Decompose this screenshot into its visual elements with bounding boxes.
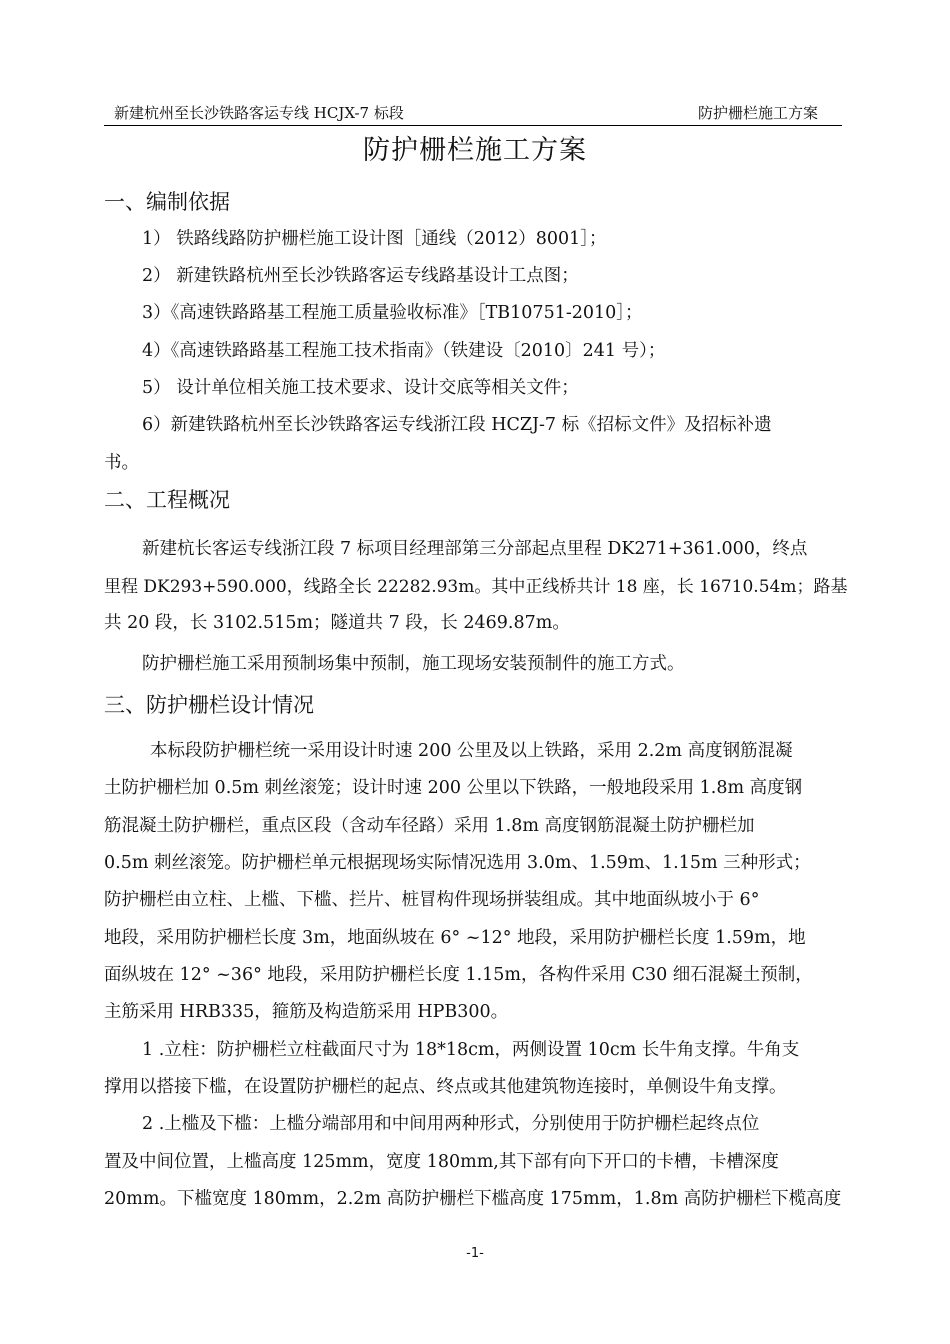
paragraph-line: 面纵坡在 12° ~36° 地段，采用防护栅栏长度 1.15m，各构件采用 C30 细石混凝土预制， [104, 965, 813, 985]
header-divider [104, 125, 842, 126]
paragraph-line: 置及中间位置，上槛高度 125mm，宽度 180mm,其下部有向下开口的卡槽，卡槽深度 [104, 1152, 779, 1172]
section-heading-overview: 二、工程概况 [104, 488, 230, 512]
paragraph-line: 2 .上槛及下槛：上槛分端部用和中间用两种形式，分别使用于防护栅栏起终点位 [142, 1114, 760, 1134]
running-header-right: 防护栅栏施工方案 [698, 104, 819, 122]
paragraph-line: 5） 设计单位相关施工技术要求、设计交底等相关文件； [142, 378, 579, 398]
paragraph-line: 2） 新建铁路杭州至长沙铁路客运专线路基设计工点图； [142, 266, 579, 286]
paragraph-line: 6）新建铁路杭州至长沙铁路客运专线浙江段 HCZJ-7 标《招标文件》及招标补遗 [142, 415, 772, 435]
paragraph-line: 主筋采用 HRB335，箍筋及构造筋采用 HPB300。 [104, 1002, 509, 1022]
paragraph-line: 本标段防护栅栏统一采用设计时速 200 公里及以上铁路，采用 2.2m 高度钢筋混凝 [150, 741, 793, 761]
paragraph-line: 共 20 段，长 3102.515m；隧道共 7 段，长 2469.87m。 [104, 613, 570, 633]
page-number: -1- [466, 1246, 484, 1261]
paragraph-line: 4）《高速铁路路基工程施工技术指南》（铁建设〔2010〕241 号）； [142, 341, 666, 361]
paragraph-line: 新建杭长客运专线浙江段 7 标项目经理部第三分部起点里程 DK271+361.000，终点 [142, 539, 808, 559]
paragraph-line: 里程 DK293+590.000，线路全长 22282.93m。其中正线桥共计 18 座，长 16710.54m；路基 [104, 577, 848, 597]
paragraph-line: 防护栅栏施工采用预制场集中预制，施工现场安装预制件的施工方式。 [142, 654, 685, 674]
paragraph-line: 地段，采用防护栅栏长度 3m，地面纵坡在 6° ~12° 地段，采用防护栅栏长度 1.59m，地 [104, 928, 806, 948]
section-heading-basis: 一、编制依据 [104, 190, 230, 214]
paragraph-line: 撑用以搭接下槛，在设置防护栅栏的起点、终点或其他建筑物连接时，单侧设牛角支撑。 [104, 1077, 787, 1097]
paragraph-line: 0.5m 刺丝滚笼。防护栅栏单元根据现场实际情况选用 3.0m、1.59m、1.15m 三种形式； [104, 853, 811, 873]
paragraph-line: 3）《高速铁路路基工程施工质量验收标准》［TB10751-2010］； [142, 303, 643, 323]
paragraph-line: 20mm。下槛宽度 180mm，2.2m 高防护栅栏下槛高度 175mm，1.8m 高防护栅栏下榄高度 [104, 1189, 842, 1209]
paragraph-line: 防护栅栏由立柱、上槛、下槛、拦片、桩冒构件现场拼装组成。其中地面纵坡小于 6° [104, 890, 760, 910]
section-heading-design: 三、防护栅栏设计情况 [104, 693, 314, 717]
running-header-left: 新建杭州至长沙铁路客运专线 HCJX-7 标段 [114, 104, 404, 122]
paragraph-line: 1 .立柱：防护栅栏立柱截面尺寸为 18*18cm，两侧设置 10cm 长牛角支撑。牛角支 [142, 1040, 800, 1060]
page-title: 防护栅栏施工方案 [363, 135, 587, 166]
paragraph-line: 书。 [104, 453, 139, 473]
paragraph-line: 筋混凝土防护栅栏，重点区段（含动车径路）采用 1.8m 高度钢筋混凝土防护栅栏加 [104, 816, 755, 836]
paragraph-line: 土防护栅栏加 0.5m 刺丝滚笼；设计时速 200 公里以下铁路，一般地段采用 1.8m 高度钢 [104, 778, 803, 798]
paragraph-line: 1） 铁路线路防护栅栏施工设计图［通线（2012）8001］； [142, 229, 607, 249]
